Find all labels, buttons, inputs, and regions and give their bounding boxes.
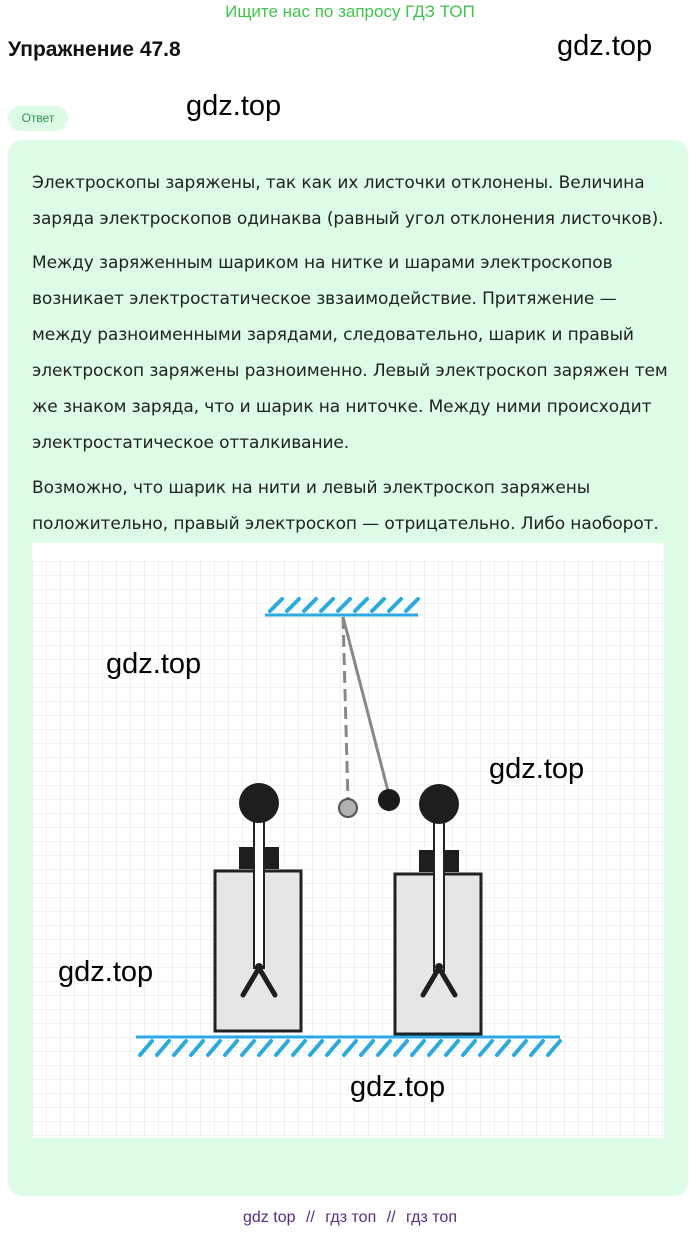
electroscope-figure [32,543,664,1138]
footer-link[interactable]: гдз топ [325,1209,377,1226]
watermark: gdz.top [489,753,585,785]
footer-link[interactable]: gdz top [243,1209,296,1226]
search-banner[interactable]: Ищите нас по запросу ГДЗ ТОП [225,2,475,21]
watermark: gdz.top [58,956,154,988]
footer-links [0,1209,700,1227]
watermark: gdz.top [350,1071,446,1103]
answer-paragraph: Электроскопы заряжены, так как их листочки отклонены. Величина заряда электроскопов одинаква (равный угол отклонения листочков). [32,173,664,229]
footer-link[interactable]: гдз топ [406,1209,457,1226]
footer-separator: // [305,1209,315,1226]
footer-separator: // [386,1209,396,1226]
answer-paragraph: Между заряженным шариком на нитке и шарами электроскопов возникает электростатическое звзаимодействие. Притяжение — между разноименными зарядами, следовательно, шарик и правый электроскоп заряжены разноименно. Левый электроскоп заряжен тем же знаком заряда, что и шарик на ниточке. Между ними происходит электростатическое отталкивание. [32,253,668,453]
electroscope-diagram [32,543,664,1138]
answer-badge[interactable]: Ответ [8,106,68,131]
watermark: gdz.top [106,648,202,680]
ball-initial-position [339,799,357,817]
answer-paragraph: Возможно, что шарик на нити и левый электроскоп заряжены положительно, правый электроскоп — отрицательно. Либо наоборот. [32,478,659,534]
watermark: gdz.top [557,30,653,62]
page-title: Упражнение 47.8 [8,38,181,61]
charged-ball [378,789,400,811]
watermark: gdz.top [186,90,282,122]
